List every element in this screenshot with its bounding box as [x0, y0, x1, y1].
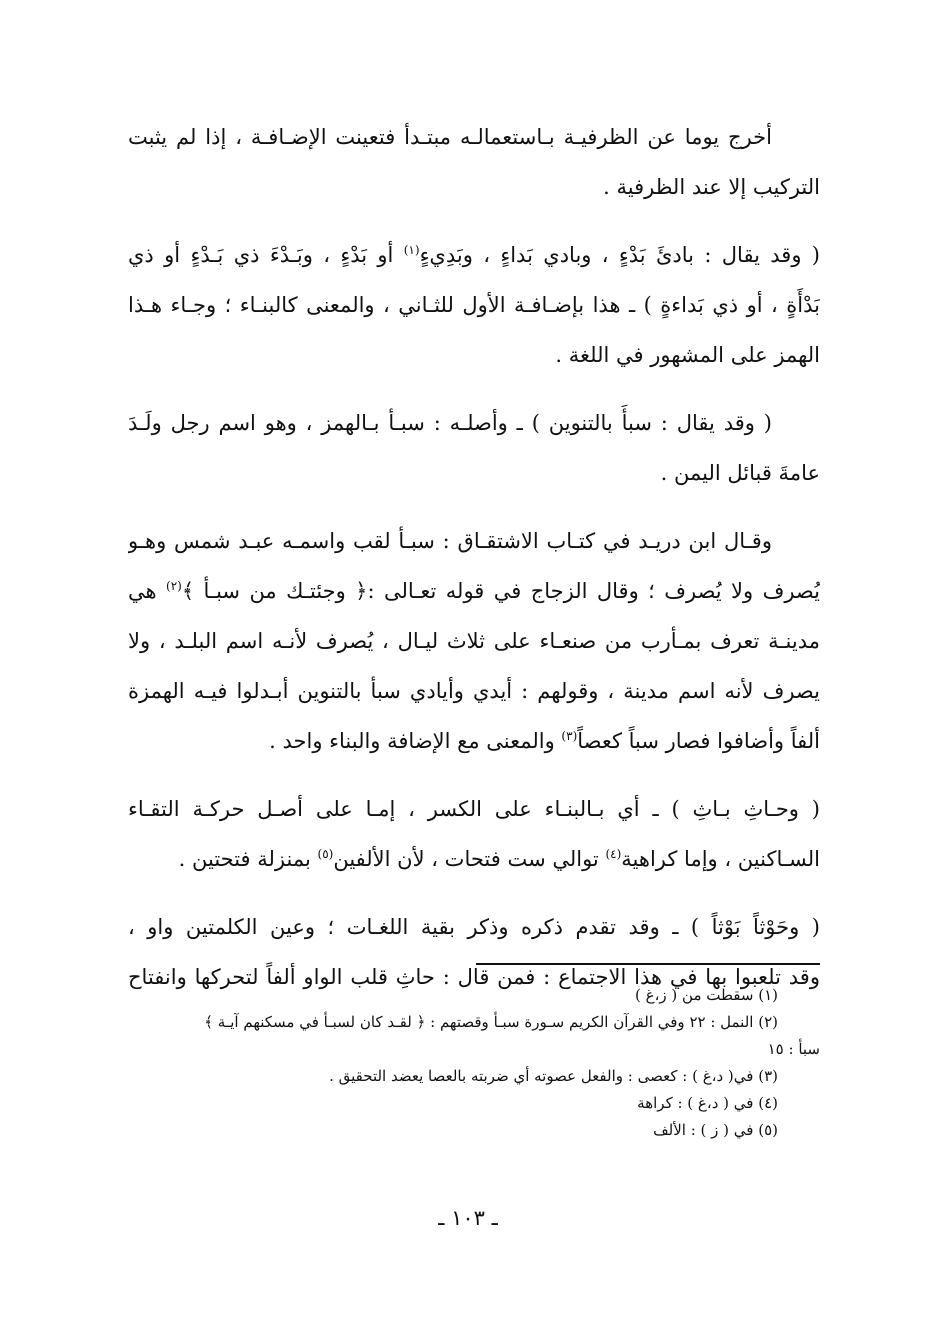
paragraph-2	[128, 230, 820, 380]
footnote: (٥) في ( ز ) : الألف	[653, 1121, 778, 1139]
paragraph-1	[128, 112, 820, 212]
text-line: الهمز على المشهور في اللغة .	[555, 343, 820, 367]
text-line: ( وقد يقال : سبأَ بالتنوين ) ـ وأصلـه : سبـأ بـالهمز ، وهو اسم رجل ولَـدَ	[128, 411, 772, 435]
text-line: أخرج يوما عن الظرفيـة بـاستعمالـه مبتـدأ فتعينت الإضـافـة ، إذا لم يثبت	[128, 125, 772, 149]
text-line: مدينـة تعرف بمـأرب من صنعـاء على ثلاث ليـال ، يُصرف لأنـه اسم البلـد ، ولا	[128, 629, 820, 653]
text-line: يصرف لأنه اسم مدينة ، وقولهم : أيدي وأيادي سبأ بالتنوين أبـدلوا فيـه الهمزة	[128, 679, 820, 703]
paragraph-5	[128, 784, 820, 884]
page-number: ـ ١٠٣ ـ	[438, 1206, 498, 1230]
text-segment: والمعنى مع الإضافة والبناء واحد .	[269, 729, 555, 753]
text-segment: بمنزلة فتحتين .	[178, 847, 318, 871]
text-line: وقـال ابن دريـد في كتـاب الاشتقـاق : سبـأ لقب واسمـه عبـد شمس وهـو	[128, 529, 772, 553]
text-line: وقد تلعبوا بها في هذا الاجتماع : فمن قال : حاثِ قلب الواو ألفاً لتحركها وانفتاح	[128, 965, 820, 989]
text-line	[128, 566, 820, 616]
text-segment: هي	[128, 579, 166, 603]
footnote: (٢) النمل : ٢٢ وفي القرآن الكريم سـورة سبـأ وقصتهم : ﴿ لقـد كان لسبـأ في مسكنهم آيـة ﴾	[204, 1013, 778, 1031]
text-segment: يُصرف ولا يُصرف ؛ وقال الزجاج في قوله تعـالى :﴿ وجئتـك من سبـأ ﴾	[181, 579, 820, 603]
footnote-marker: (٢)	[166, 579, 182, 593]
text-line: بَدْأَةٍ ، أو ذي بَداءةٍ ) ـ هذا بإضـافـة الأول للثـاني ، والمعنى كالبنـاء ؛ وجـاء هـذا	[128, 293, 820, 317]
text-line: ( وحَوْثاً بَوْثاً ) ـ وقد تقدم ذكره وذكر بقية اللغـات ؛ وعين الكلمتين واو ،	[128, 915, 820, 939]
paragraph-3	[128, 398, 820, 498]
text-line	[128, 716, 820, 766]
footnote: (٣) في( د،غ ) : كعصى : والفعل عصوته أي ضربته بالعصا يعضد التحقيق .	[329, 1067, 778, 1085]
text-line	[128, 834, 820, 884]
footnote-marker: (١)	[403, 243, 420, 257]
text-segment: ( وقد يقال : بادئَ بَدْءٍ ، وبادي بَداءٍ ، وبَدِيءٍ	[419, 243, 820, 267]
footnote: (١) سقطت من ( ز،غ )	[635, 986, 778, 1004]
footnote-marker: (٥)	[317, 847, 334, 861]
main-text	[128, 112, 820, 1020]
footnote-continuation: سبأ : ١٥	[767, 1040, 820, 1058]
text-line: عامةَ قبائل اليمن .	[660, 461, 820, 485]
footnotes	[128, 982, 820, 1144]
text-segment: ألفاً وأضافوا فصار سباً كعصاً	[577, 729, 820, 753]
text-segment: السـاكنين ، وإما كراهية	[621, 847, 820, 871]
footnote-marker: (٤)	[605, 847, 622, 861]
text-segment: أو بَدْءٍ ، وبَـدْءَ ذي بَـدْءٍ أو ذي	[128, 243, 404, 267]
text-segment: توالي ست فتحات ، لأن الألفين	[333, 847, 606, 871]
footnote-marker: (٣)	[561, 729, 578, 743]
text-line: ( وحـاثِ بـاثِ ) ـ أي بـالبنـاء على الكسر ، إمـا على أصـل حركـة التقـاء	[128, 797, 820, 821]
text-line: التركيب إلا عند الظرفية .	[603, 175, 820, 199]
footnote: (٤) في ( د،غ ) : كراهة	[637, 1094, 778, 1112]
text-line	[128, 230, 820, 280]
paragraph-4	[128, 516, 820, 766]
footnote-divider	[476, 963, 820, 965]
